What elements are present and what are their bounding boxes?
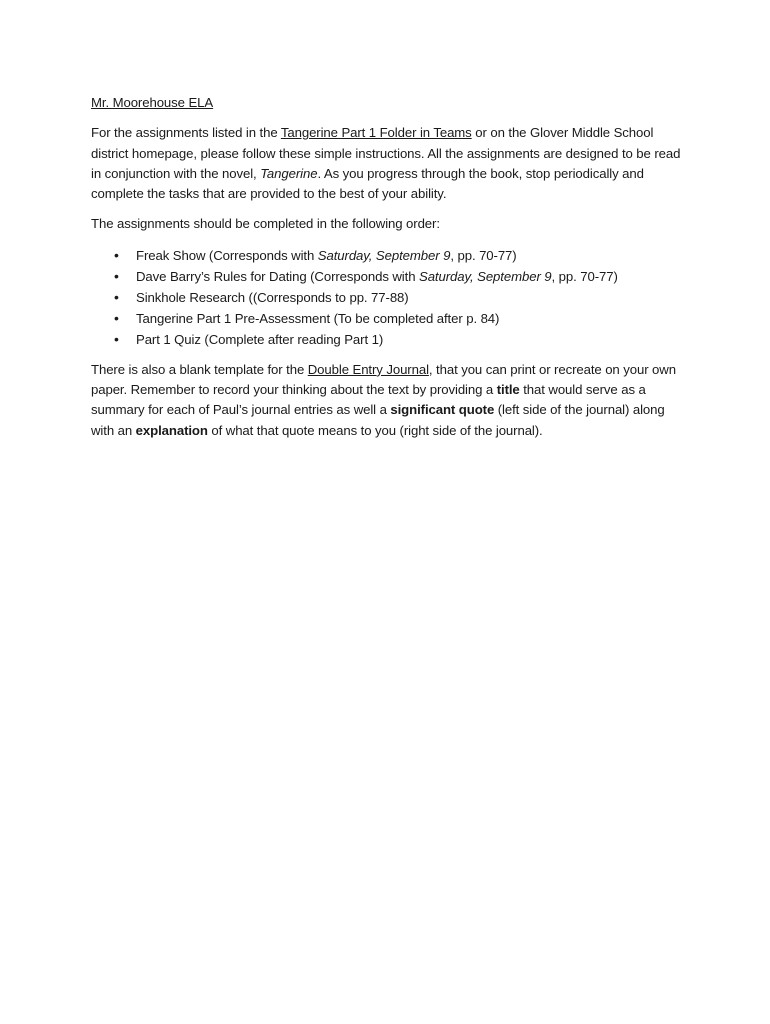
keyword-title: title [496,382,520,398]
intro-text-3: . As you progress through the book, stop periodically and complete the tasks that are provided to the best of your ability. [91,165,644,202]
novel-title: Tangerine [260,165,318,181]
closing-text-1: There is also a blank template for the [91,361,308,377]
closing-text-5: of what that quote means to you (right side of the journal). [207,422,543,438]
assignment-item-part-1-quiz: • Part 1 Quiz (Complete after reading Part 1) [91,329,691,350]
closing-text-2: , that you can print or recreate on your own paper. Remember to record your thinking about the text by providing a [91,361,676,398]
assignment-date: Saturday, September 9 [317,247,451,263]
closing-paragraph [91,360,691,441]
assignment-text: Dave Barry’s Rules for Dating (Corresponds with [136,268,419,284]
closing-text-4: (left side of the journal) along with an [91,402,665,438]
teams-folder-link[interactable]: Tangerine Part 1 Folder in Teams [280,125,472,141]
assignment-date: Saturday, September 9 [419,268,552,284]
document-body [91,93,691,451]
assignment-text: Freak Show (Corresponds with [136,247,318,263]
intro-text-1: For the assignments listed in the [91,125,281,141]
assignment-item-freak-show [91,245,691,266]
order-intro: The assignments should be completed in the following order: [91,216,440,232]
assignment-pages: , pp. 70-77) [450,247,517,263]
assignment-item-pre-assessment: • Tangerine Part 1 Pre-Assessment (To be completed after p. 84) [91,308,691,329]
keyword-explanation: explanation [135,422,208,438]
intro-paragraph [91,123,691,204]
assignment-item-rules-for-dating [91,266,691,287]
document-heading: Mr. Moorehouse ELA [91,95,214,110]
intro-text-2: or on the Glover Middle School district homepage, please follow these simple instructions. All the assignments are designed to be read in conjunction with the novel, [91,125,681,181]
keyword-significant-quote: significant quote [390,402,495,418]
closing-text-3: that would serve as a summary for each of Paul’s journal entries as well a [91,382,646,418]
double-entry-journal-link[interactable]: Double Entry Journal [307,361,429,377]
assignment-list [91,245,691,350]
assignment-item-sinkhole-research: • Sinkhole Research ((Corresponds to pp. 77-88) [91,287,691,308]
assignment-pages: , pp. 70-77) [551,268,618,284]
